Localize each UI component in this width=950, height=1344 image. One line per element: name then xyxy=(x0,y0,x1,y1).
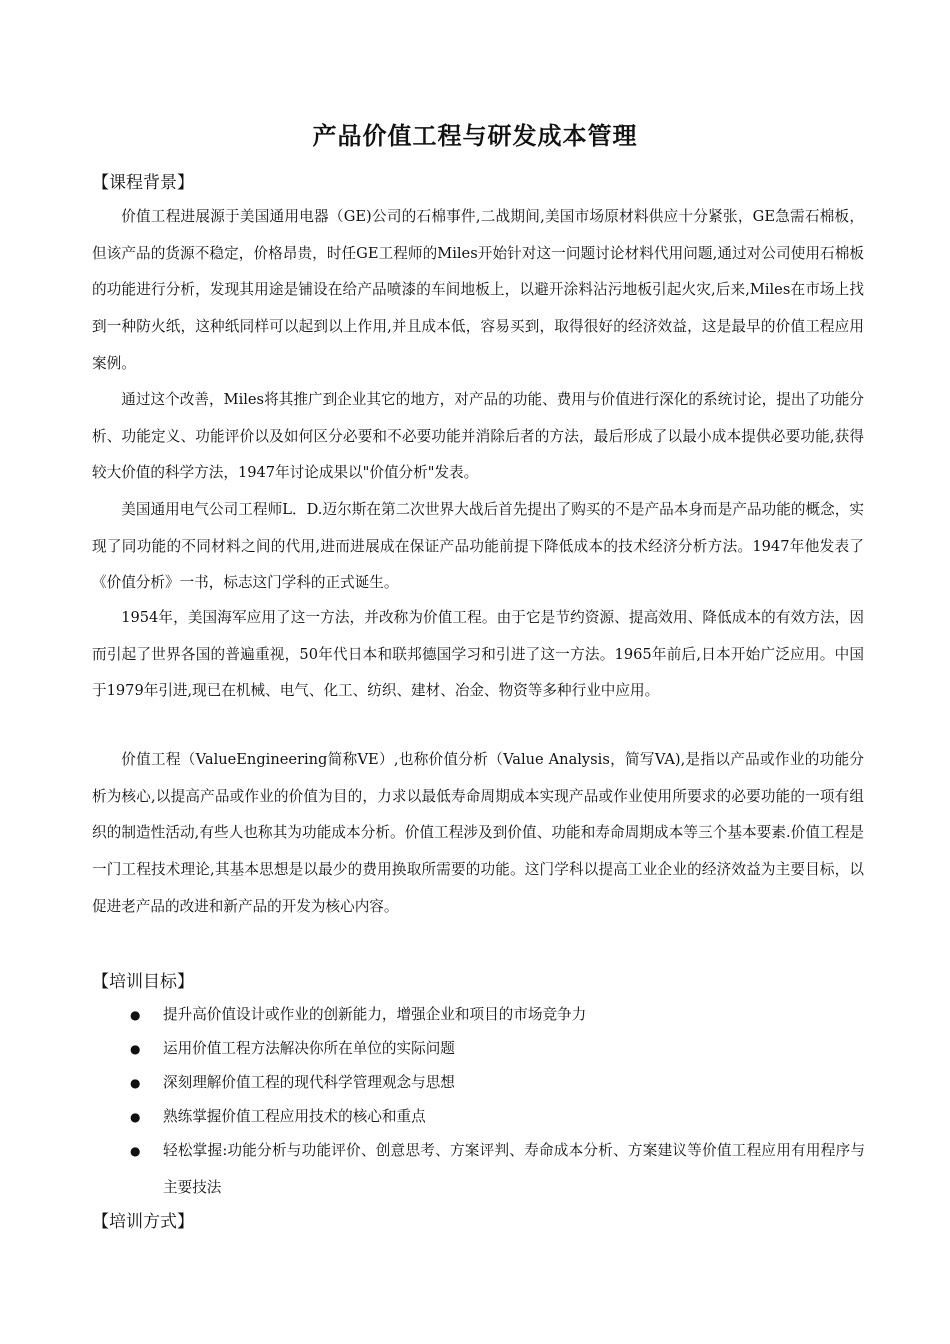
section-heading-goals: 【培训目标】 xyxy=(92,972,194,992)
section-heading-method: 【培训方式】 xyxy=(92,1212,194,1232)
section-heading-background: 【课程背景】 xyxy=(92,173,194,193)
bullet-icon: ● xyxy=(130,1008,141,1022)
bullet-icon: ● xyxy=(130,1042,141,1056)
background-paragraph-4: 1954年，美国海军应用了这一方法，并改称为价值工程。由于它是节约资源、提高效用、降低成本的有效方法，因而引起了世界各国的普遍重视，50年代日本和联邦德国学习和引进了这一方法。1965年前后,日本开始广泛应用。中国于1979年引进,现已在机械、电气、化工、纺织、建材、冶金、物资等多种行业中应用。 xyxy=(92,609,864,700)
background-paragraph-3: 美国通用电气公司工程师L．D.迈尔斯在第二次世界大战后首先提出了购买的不是产品本身而是产品功能的概念，实现了同功能的不同材料之间的代用,进而进展成在保证产品功能前提下降低成本的技术经济分析方法。1947年他发表了《价值分析》一书，标志这门学科的正式诞生。 xyxy=(92,501,864,592)
goal-text: 提升高价值设计或作业的创新能力，增强企业和项目的市场竞争力 xyxy=(163,1006,587,1023)
goal-text: 运用价值工程方法解决你所在单位的实际问题 xyxy=(163,1040,455,1057)
goal-item xyxy=(130,1099,865,1136)
goal-text: 熟练掌握价值工程应用技术的核心和重点 xyxy=(163,1108,426,1125)
background-paragraph-2: 通过这个改善，Miles将其推广到企业其它的地方，对产品的功能、费用与价值进行深化的系统讨论，提出了功能分析、功能定义、功能评价以及如何区分必要和不必要功能并消除后者的方法，最后形成了以最小成本提供必要功能,获得较大价值的科学方法，1947年讨论成果以"价值分析"发表。 xyxy=(92,391,864,482)
bullet-icon: ● xyxy=(130,1144,141,1158)
goal-item xyxy=(130,1065,865,1102)
goal-text: 轻松掌握:功能分析与功能评价、创意思考、方案评判、寿命成本分析、方案建议等价值工程应用有用程序与主要技法 xyxy=(163,1142,865,1196)
goal-item xyxy=(130,1133,865,1206)
background-paragraph-1: 价值工程进展源于美国通用电器（GE)公司的石棉事件,二战期间,美国市场原材料供应十分紧张，GE急需石棉板，但该产品的货源不稳定，价格昂贵，时任GE工程师的Miles开始针对这一问题讨论材料代用问题,通过对公司使用石棉板的功能进行分析，发现其用途是铺设在给产品喷漆的车间地板上，以避开涂料沾污地板引起火灾,后来,Miles在市场上找到一种防火纸，这种纸同样可以起到以上作用,并且成本低，容易买到，取得很好的经济效益，这是最早的价值工程应用案例。 xyxy=(92,208,864,372)
goal-text: 深刻理解价值工程的现代科学管理观念与思想 xyxy=(163,1074,455,1091)
goal-item xyxy=(130,1031,865,1068)
document-title: 产品价值工程与研发成本管理 xyxy=(312,121,638,150)
bullet-icon: ● xyxy=(130,1110,141,1124)
goal-item xyxy=(130,997,865,1034)
background-paragraph-5: 价值工程（ValueEngineering简称VE）,也称价值分析（Value Analysis，简写VA),是指以产品或作业的功能分析为核心,以提高产品或作业的价值为目的，力求以最低寿命周期成本实现产品或作业使用所要求的必要功能的一项有组织的制造性活动,有些人也称其为功能成本分析。价值工程涉及到价值、功能和寿命周期成本等三个基本要素.价值工程是一门工程技术理论,其基本思想是以最少的费用换取所需要的功能。这门学科以提高工业企业的经济效益为主要目标，以促进老产品的改进和新产品的开发为核心内容。 xyxy=(92,751,864,915)
bullet-icon: ● xyxy=(130,1076,141,1090)
